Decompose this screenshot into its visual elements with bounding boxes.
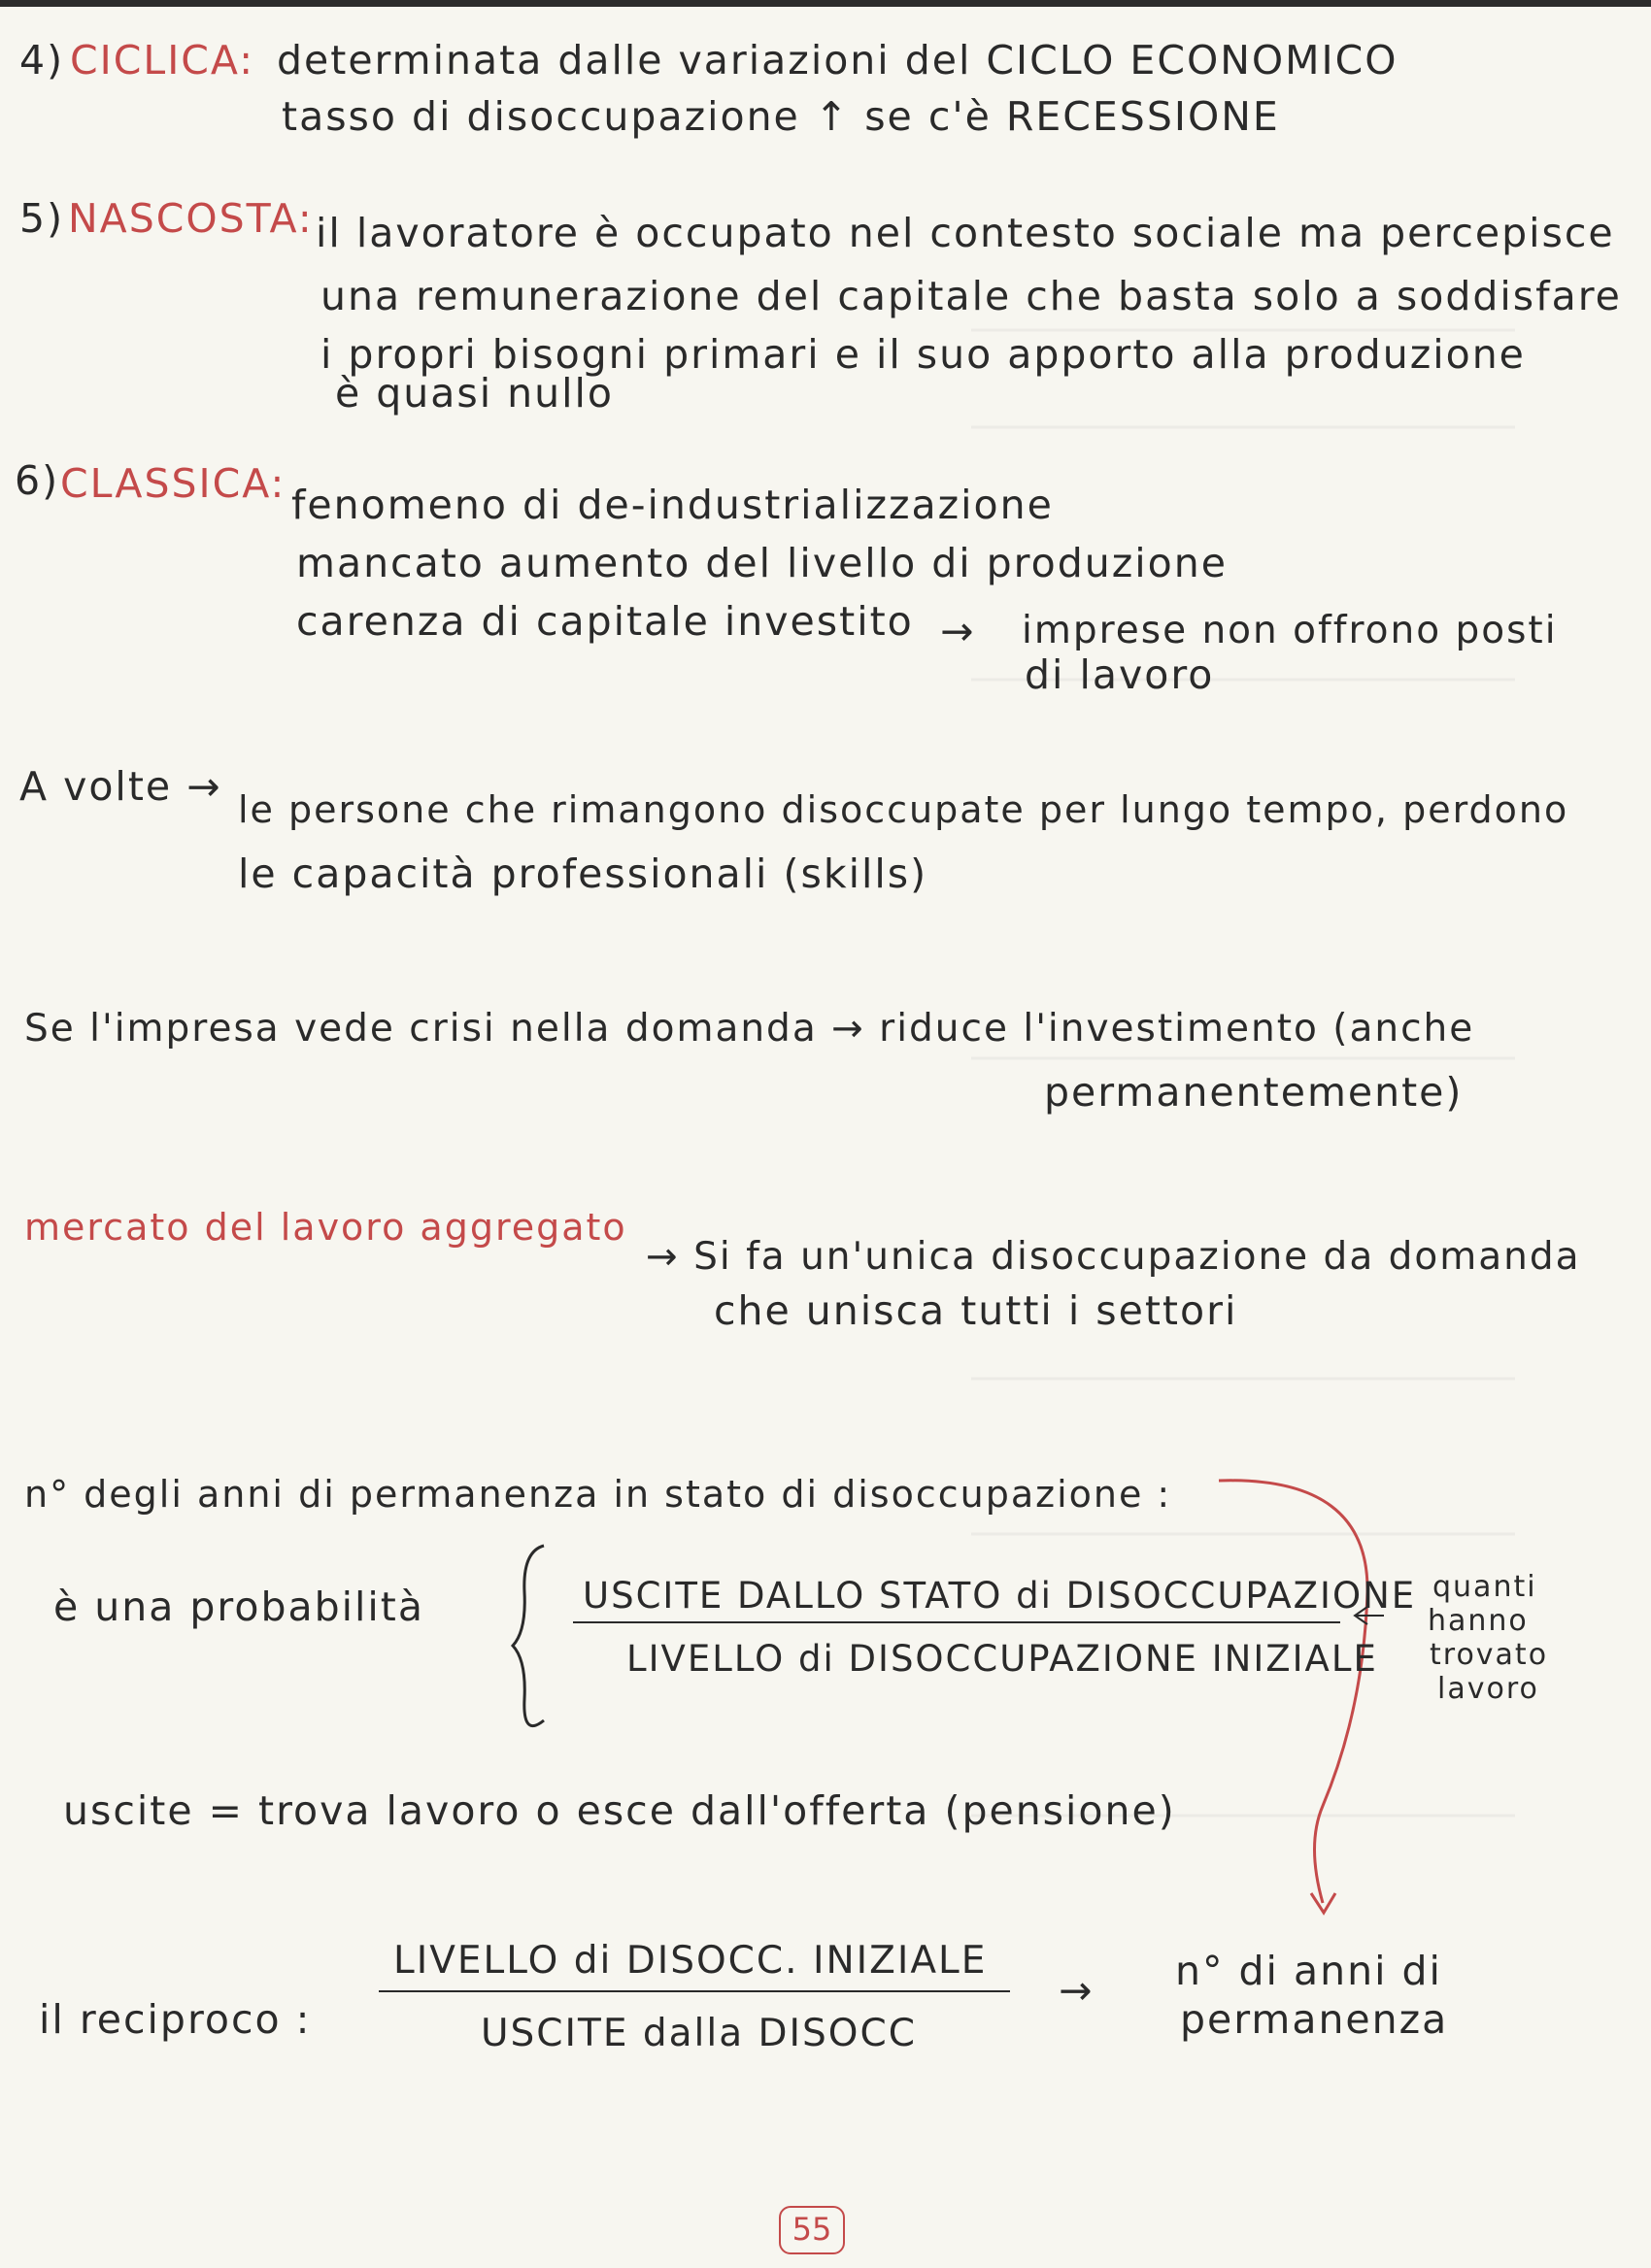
term-mercato-aggregato: mercato del lavoro aggregato [24, 1206, 627, 1249]
reciprocal-arrow: → [1059, 1967, 1095, 2014]
item-number-4: 4) [19, 37, 65, 83]
ciclica-line-1: determinata dalle variazioni del CICLO ECONOMICO [277, 37, 1398, 83]
mercato-line-1: → Si fa un'unica disoccupazione da domanda [646, 1235, 1581, 1279]
reciproco-label: il reciproco : [39, 1996, 312, 2043]
nascosta-line-1: il lavoratore è occupato nel contesto sociale ma percepisce [316, 210, 1615, 256]
reciprocal-result-2: permanenza [1180, 1996, 1449, 2043]
probability-label: è una probabilità [53, 1584, 424, 1630]
uscite-definition: uscite = trova lavoro o esce dall'offerta (pensione) [63, 1787, 1176, 1834]
impresa-line-2: permanentemente) [1044, 1069, 1464, 1116]
reciprocal-result-1: n° di anni di [1175, 1948, 1442, 1994]
curved-arrow-line [1219, 1481, 1367, 1903]
curly-brace [513, 1546, 544, 1726]
classica-line-4: di lavoro [1025, 651, 1215, 698]
page-number: 55 [779, 2206, 845, 2254]
term-classica: CLASSICA: [60, 460, 286, 507]
term-nascosta: NASCOSTA: [68, 195, 314, 242]
curved-arrow-head [1311, 1893, 1335, 1913]
reciprocal-denominator: USCITE dalla DISOCC [481, 2012, 917, 2055]
probability-denominator: LIVELLO di DISOCCUPAZIONE INIZIALE [626, 1638, 1378, 1680]
side-note-1: quanti [1432, 1570, 1537, 1604]
ciclica-line-2: tasso di disoccupazione ↑ se c'è RECESSIONE [282, 93, 1280, 140]
classica-line-1: fenomeno di de-industrializzazione [291, 482, 1054, 528]
nascosta-line-2: una remunerazione del capitale che basta solo a soddisfare [320, 273, 1622, 319]
side-note-4: lavoro [1437, 1672, 1539, 1706]
reciprocal-numerator: LIVELLO di DISOCC. INIZIALE [393, 1939, 988, 1983]
permanenza-intro: n° degli anni di permanenza in stato di disoccupazione : [24, 1473, 1172, 1516]
volte-line-1: le persone che rimangono disoccupate per lungo tempo, perdono [238, 788, 1569, 831]
classica-line-3: carenza di capitale investito [296, 598, 914, 645]
reciprocal-fraction-bar [379, 1990, 1010, 1992]
classica-line-2: mancato aumento del livello di produzione [296, 540, 1228, 586]
probability-numerator: USCITE DALLO STATO di DISOCCUPAZIONE [583, 1575, 1417, 1617]
probability-fraction-bar [573, 1621, 1340, 1623]
volte-lead: A volte → [19, 763, 222, 810]
volte-line-2: le capacità professionali (skills) [238, 850, 928, 897]
classica-line-3b: imprese non offrono posti [1022, 609, 1558, 652]
term-ciclica: CICLICA: [70, 37, 255, 83]
item-number-6: 6) [15, 457, 60, 504]
classica-arrow: → [940, 608, 976, 654]
nascosta-line-4: è quasi nullo [335, 370, 615, 417]
item-number-5: 5) [19, 195, 65, 242]
side-note-3: trovato [1430, 1638, 1549, 1672]
impresa-line-1: Se l'impresa vede crisi nella domanda → riduce l'investimento (anche [24, 1007, 1475, 1051]
mercato-line-2: che unisca tutti i settori [714, 1287, 1238, 1334]
side-note-2: hanno [1428, 1604, 1529, 1638]
nascosta-line-3: i propri bisogni primari e il suo apporto alla produzione [320, 331, 1526, 378]
